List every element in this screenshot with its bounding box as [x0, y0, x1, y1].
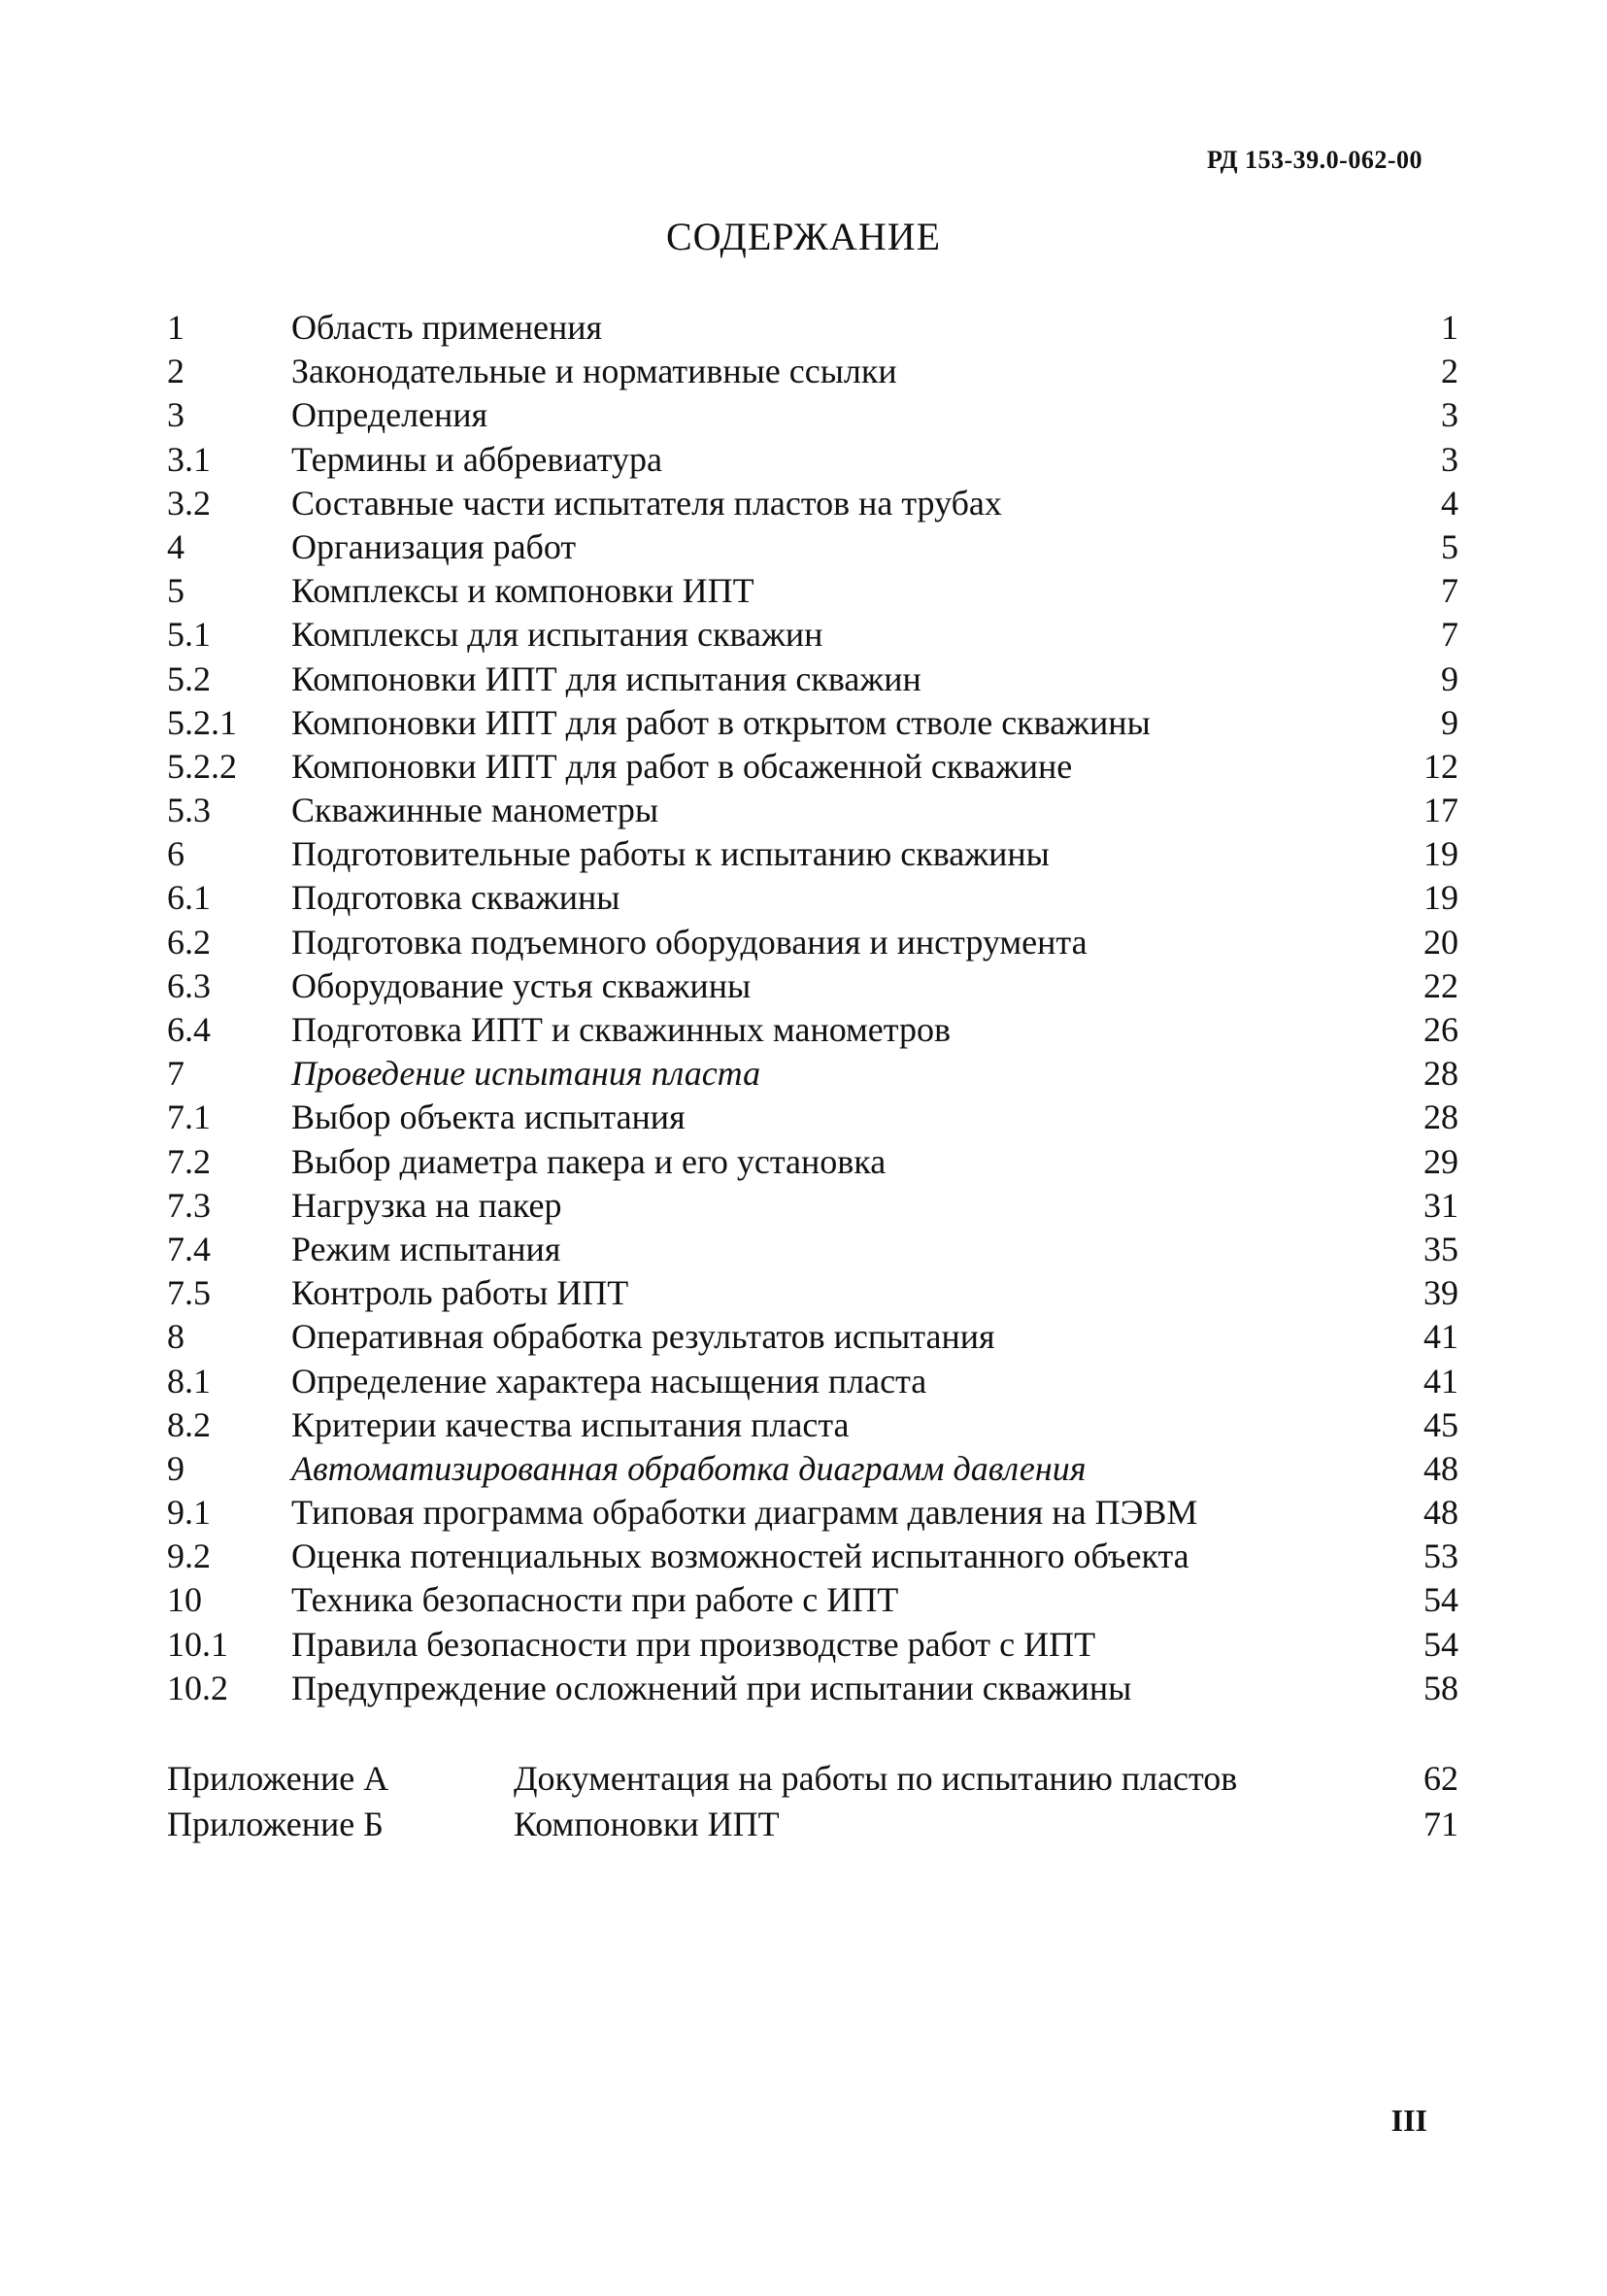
toc-entry-title: Критерии качества испытания пласта	[291, 1404, 850, 1444]
toc-entry-number: 5.2	[167, 658, 211, 698]
toc-entry-title: Проведение испытания пласта	[291, 1054, 761, 1094]
toc-entry-page: 19	[1423, 834, 1458, 874]
toc-entry-number: 8.2	[167, 1404, 211, 1444]
toc-entry-page: 7	[1441, 571, 1458, 611]
document-code: РД 153-39.0-062-00	[1207, 146, 1423, 174]
toc-entry	[167, 1184, 1458, 1228]
toc-entry-title: Комплексы для испытания скважин	[291, 615, 823, 655]
toc-entry-number: 7.2	[167, 1141, 211, 1181]
toc-entry-number: 3.1	[167, 439, 211, 479]
toc-entry-number: 2	[167, 352, 184, 391]
toc-entry-title: Подготовка подъемного оборудования и инструмента	[291, 922, 1088, 962]
toc-entry	[167, 306, 1458, 350]
toc-entry-page: 28	[1423, 1097, 1458, 1137]
toc-entry-page: 3	[1441, 395, 1458, 435]
page-title: СОДЕРЖАНИЕ	[665, 215, 942, 258]
toc-entry-title: Компоновки ИПТ для работ в обсаженной скважине	[291, 746, 1073, 786]
toc-entry-number: 9	[167, 1448, 184, 1488]
toc-entry-page: 48	[1423, 1493, 1458, 1533]
appendix-list	[167, 1756, 1458, 1847]
toc-entry-number: 7.1	[167, 1097, 211, 1137]
toc-entry	[167, 1096, 1458, 1139]
toc-entry-title: Предупреждение осложнений при испытании скважины	[291, 1668, 1132, 1707]
toc-entry-title: Типовая программа обработки диаграмм давления на ПЭВМ	[291, 1493, 1198, 1533]
toc-entry-number: 7.4	[167, 1229, 211, 1268]
toc-entry-number: 5.1	[167, 615, 211, 655]
toc-entry	[167, 393, 1458, 437]
toc-entry-number: 3.2	[167, 483, 211, 523]
toc-entry-page: 29	[1423, 1141, 1458, 1181]
toc-entry-title: Выбор диаметра пакера и его установка	[291, 1141, 887, 1181]
toc-entry-number: 9.2	[167, 1536, 211, 1576]
toc-entry-page: 26	[1423, 1010, 1458, 1049]
toc-entry	[167, 1491, 1458, 1535]
toc-entry-page: 41	[1423, 1317, 1458, 1357]
toc-entry-page: 5	[1441, 526, 1458, 566]
toc-entry-title: Режим испытания	[291, 1229, 561, 1268]
toc-entry	[167, 832, 1458, 876]
appendix-entry-name: Приложение А	[167, 1759, 389, 1798]
toc-entry-number: 5.3	[167, 791, 211, 830]
toc-entry-title: Правила безопасности при производстве работ с ИПТ	[291, 1624, 1096, 1664]
toc-entry-page: 20	[1423, 922, 1458, 962]
toc-entry-number: 8.1	[167, 1361, 211, 1401]
toc-entry-page: 54	[1423, 1580, 1458, 1620]
toc-entry-page: 2	[1441, 352, 1458, 391]
toc-entry-page: 45	[1423, 1404, 1458, 1444]
toc-entry	[167, 701, 1458, 745]
toc-entry-page: 28	[1423, 1054, 1458, 1094]
toc-entry	[167, 613, 1458, 657]
toc-entry-number: 6.1	[167, 878, 211, 918]
toc-entry	[167, 1360, 1458, 1403]
toc-entry-page: 39	[1423, 1273, 1458, 1313]
toc-entry-number: 7.5	[167, 1273, 211, 1313]
appendix-entry-name: Приложение Б	[167, 1805, 384, 1843]
toc-entry-title: Комплексы и компоновки ИПТ	[291, 571, 754, 611]
toc-entry-number: 6.3	[167, 965, 211, 1005]
appendix-entry-title: Документация на работы по испытанию пластов	[514, 1759, 1238, 1798]
toc-entry-title: Подготовка ИПТ и скважинных манометров	[291, 1010, 951, 1049]
toc-entry-number: 6	[167, 834, 184, 874]
toc-entry	[167, 1228, 1458, 1271]
toc-entry	[167, 1667, 1458, 1710]
toc-entry-title: Оборудование устья скважины	[291, 965, 752, 1005]
toc-entry-title: Организация работ	[291, 526, 577, 566]
toc-entry-title: Оценка потенциальных возможностей испытанного объекта	[291, 1536, 1189, 1576]
toc-entry-page: 9	[1441, 702, 1458, 742]
toc-entry-title: Автоматизированная обработка диаграмм давления	[291, 1448, 1087, 1488]
appendix-entry-title: Компоновки ИПТ	[514, 1805, 780, 1843]
toc-entry	[167, 1271, 1458, 1315]
toc-entry-page: 53	[1423, 1536, 1458, 1576]
toc-entry-page: 19	[1423, 878, 1458, 918]
toc-entry	[167, 921, 1458, 964]
toc-entry	[167, 964, 1458, 1008]
toc-entry-title: Подготовка скважины	[291, 878, 620, 918]
toc-entry	[167, 876, 1458, 920]
toc-entry-number: 7.3	[167, 1185, 211, 1225]
toc-entry-page: 31	[1423, 1185, 1458, 1225]
toc-entry-page: 22	[1423, 965, 1458, 1005]
toc-entry-number: 6.2	[167, 922, 211, 962]
toc-entry-title: Компоновки ИПТ для работ в открытом стволе скважины	[291, 702, 1151, 742]
toc-entry	[167, 1535, 1458, 1578]
toc-entry	[167, 350, 1458, 393]
toc-entry	[167, 482, 1458, 525]
toc-entry	[167, 1403, 1458, 1447]
toc-entry-title: Законодательные и нормативные ссылки	[291, 352, 897, 391]
toc-entry	[167, 569, 1458, 613]
toc-entry-number: 10.1	[167, 1624, 228, 1664]
toc-entry-title: Выбор объекта испытания	[291, 1097, 686, 1137]
toc-entry-number: 3	[167, 395, 184, 435]
toc-entry	[167, 1578, 1458, 1622]
toc-entry	[167, 438, 1458, 482]
toc-entry-number: 8	[167, 1317, 184, 1357]
toc-entry-page: 41	[1423, 1361, 1458, 1401]
toc-entry-page: 48	[1423, 1448, 1458, 1488]
toc-entry-number: 10.2	[167, 1668, 228, 1707]
toc-entry-page: 17	[1423, 791, 1458, 830]
appendix-entry-page: 71	[1423, 1805, 1458, 1843]
page-number: III	[1390, 2103, 1427, 2138]
toc-entry-page: 4	[1441, 483, 1458, 523]
toc-entry	[167, 525, 1458, 569]
toc-entry-title: Техника безопасности при работе с ИПТ	[291, 1580, 899, 1620]
toc-entry-page: 58	[1423, 1668, 1458, 1707]
toc-entry-number: 9.1	[167, 1493, 211, 1533]
toc-entry-number: 1	[167, 308, 184, 347]
toc-entry-number: 7	[167, 1054, 184, 1094]
appendix-entry	[167, 1756, 1458, 1802]
toc-entry-title: Составные части испытателя пластов на трубах	[291, 483, 1002, 523]
toc-entry-title: Термины и аббревиатура	[291, 439, 662, 479]
toc-entry-number: 6.4	[167, 1010, 211, 1049]
toc-entry-title: Оперативная обработка результатов испытания	[291, 1317, 995, 1357]
toc-entry-title: Определение характера насыщения пласта	[291, 1361, 927, 1401]
toc-entry-page: 12	[1423, 746, 1458, 786]
toc-entry-title: Контроль работы ИПТ	[291, 1273, 629, 1313]
table-of-contents	[167, 306, 1458, 1710]
toc-entry-page: 9	[1441, 658, 1458, 698]
toc-entry-number: 5.2.2	[167, 746, 237, 786]
toc-entry-number: 10	[167, 1580, 202, 1620]
toc-entry-page: 1	[1441, 308, 1458, 347]
toc-entry	[167, 1052, 1458, 1096]
toc-entry-page: 7	[1441, 615, 1458, 655]
toc-entry-title: Подготовительные работы к испытанию скважины	[291, 834, 1050, 874]
toc-entry	[167, 1008, 1458, 1052]
toc-entry-title: Скважинные манометры	[291, 791, 659, 830]
toc-entry-page: 3	[1441, 439, 1458, 479]
toc-entry	[167, 1315, 1458, 1359]
toc-entry	[167, 789, 1458, 832]
toc-entry	[167, 745, 1458, 789]
toc-entry-title: Область применения	[291, 308, 603, 347]
toc-entry	[167, 658, 1458, 701]
toc-entry	[167, 1447, 1458, 1491]
toc-entry-title: Нагрузка на пакер	[291, 1185, 562, 1225]
toc-entry-title: Компоновки ИПТ для испытания скважин	[291, 658, 921, 698]
toc-entry	[167, 1623, 1458, 1667]
appendix-entry	[167, 1802, 1458, 1847]
toc-entry-title: Определения	[291, 395, 488, 435]
appendix-entry-page: 62	[1423, 1759, 1458, 1798]
toc-entry	[167, 1140, 1458, 1184]
toc-entry-number: 5.2.1	[167, 702, 237, 742]
toc-entry-number: 5	[167, 571, 184, 611]
toc-entry-number: 4	[167, 526, 184, 566]
toc-entry-page: 35	[1423, 1229, 1458, 1268]
toc-entry-page: 54	[1423, 1624, 1458, 1664]
